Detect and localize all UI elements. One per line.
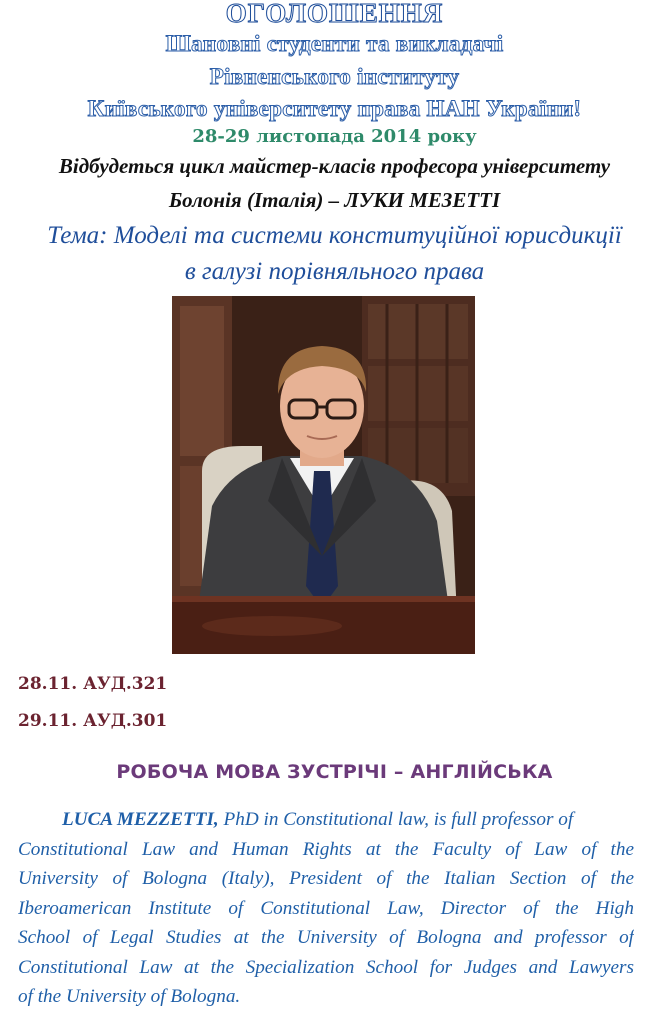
working-language: РОБОЧА МОВА ЗУСТРІЧІ – АНГЛІЙСЬКА — [116, 761, 553, 783]
bio-line-7: of the University of Bologna. — [18, 986, 241, 1007]
bio-line-1-text: PhD in Constitutional law, is full professor of — [218, 809, 574, 830]
schedule-day-1: 28.11. АУД.321 — [18, 674, 168, 694]
bio-line-1 — [18, 805, 634, 835]
event-description-line-1: Відбудеться цикл майстер-класів професора університету — [58, 154, 611, 178]
greeting-line-3: Київського університету права НАН України! — [87, 96, 582, 121]
topic-line-2: в галузі порівняльного права — [184, 258, 485, 285]
bio-name: LUCA MEZZETTI, — [62, 809, 219, 830]
topic-line-1: Тема: Моделі та системи конституційної юрисдикції — [47, 222, 622, 249]
professor-bio — [18, 805, 634, 1012]
greeting-line-2: Рівненського інституту — [209, 64, 460, 89]
announcement-title: ОГОЛОШЕННЯ — [225, 0, 444, 28]
schedule-day-2: 29.11. АУД.301 — [18, 711, 168, 731]
bio-line-6: Constitutional Law at the Specialization School for Judges and Lawyers — [18, 956, 634, 978]
greeting-line-1: Шановні студенти та викладачі — [165, 31, 504, 56]
bio-line-2: Constitutional Law and Human Rights at the Faculty of Law of the — [18, 838, 634, 860]
bio-line-3: University of Bologna (Italy), President of the Italian Section of the — [18, 868, 634, 889]
bio-line-4: Iberoamerican Institute of Constitutional Law, Director of the High — [18, 897, 634, 919]
event-description-line-2: Болонія (Італія) – ЛУКИ МЕЗЕТТІ — [168, 188, 501, 212]
event-date: 28-29 листопада 2014 року — [192, 126, 477, 147]
bio-line-5: School of Legal Studies at the University of Bologna and professor of — [18, 927, 634, 948]
professor-photo — [172, 296, 475, 654]
